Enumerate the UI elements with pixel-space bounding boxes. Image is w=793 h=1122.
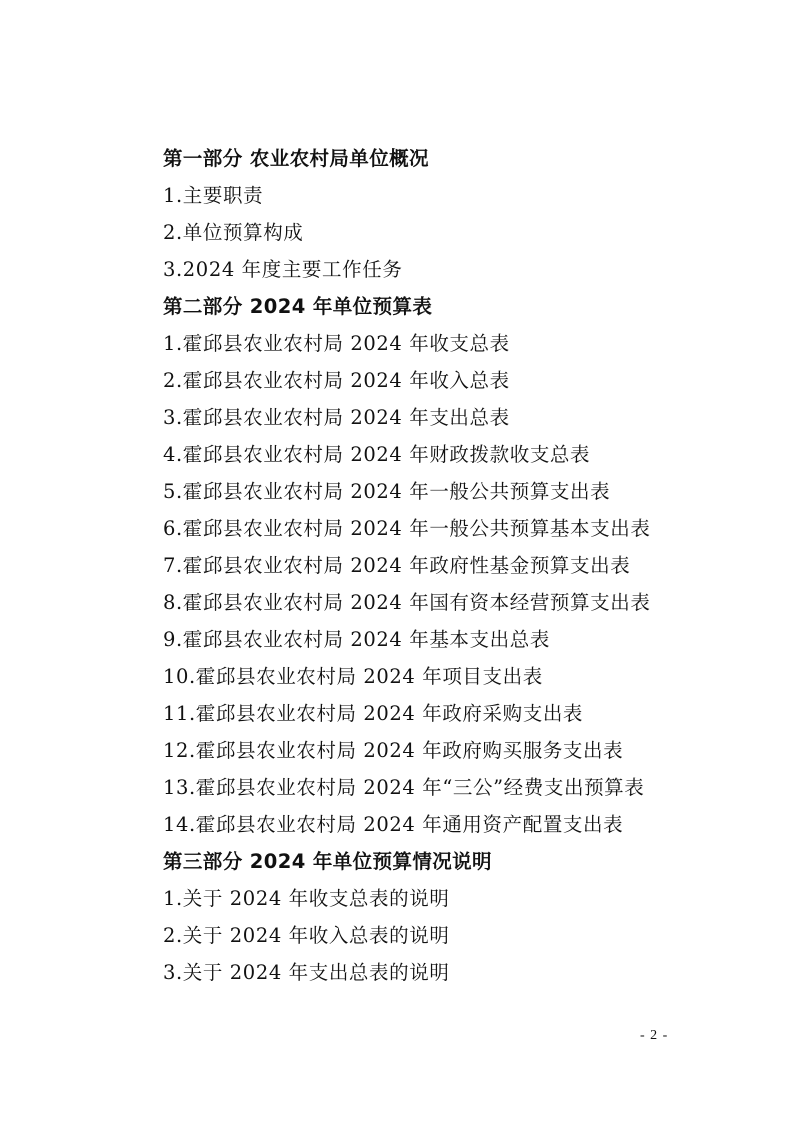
part2-item-3: 3.霍邱县农业农村局 2024 年支出总表 <box>163 406 510 429</box>
part2-item-13: 13.霍邱县农业农村局 2024 年“三公”经费支出预算表 <box>163 776 645 799</box>
part2-item-10: 10.霍邱县农业农村局 2024 年项目支出表 <box>163 665 543 688</box>
part2-item-5: 5.霍邱县农业农村局 2024 年一般公共预算支出表 <box>163 480 611 503</box>
part2-heading: 第二部分 2024 年单位预算表 <box>163 295 433 318</box>
part2-item-2: 2.霍邱县农业农村局 2024 年收入总表 <box>163 369 510 392</box>
part2-item-9: 9.霍邱县农业农村局 2024 年基本支出总表 <box>163 628 550 651</box>
part1-item-3: 3.2024 年度主要工作任务 <box>163 258 403 281</box>
part1-item-1: 1.主要职责 <box>163 184 264 207</box>
page-number: - 2 - <box>640 1028 669 1043</box>
part2-item-12: 12.霍邱县农业农村局 2024 年政府购买服务支出表 <box>163 739 624 762</box>
part2-item-6: 6.霍邱县农业农村局 2024 年一般公共预算基本支出表 <box>163 517 651 540</box>
part3-item-3: 3.关于 2024 年支出总表的说明 <box>163 961 450 984</box>
part2-item-4: 4.霍邱县农业农村局 2024 年财政拨款收支总表 <box>163 443 591 466</box>
part2-item-1: 1.霍邱县农业农村局 2024 年收支总表 <box>163 332 510 355</box>
part2-item-11: 11.霍邱县农业农村局 2024 年政府采购支出表 <box>163 702 584 725</box>
part3-heading: 第三部分 2024 年单位预算情况说明 <box>163 850 492 873</box>
part2-item-8: 8.霍邱县农业农村局 2024 年国有资本经营预算支出表 <box>163 591 651 614</box>
part1-heading: 第一部分 农业农村局单位概况 <box>163 147 429 170</box>
part3-item-1: 1.关于 2024 年收支总表的说明 <box>163 887 450 910</box>
part1-item-2: 2.单位预算构成 <box>163 221 304 244</box>
table-of-contents <box>163 140 723 991</box>
part2-item-7: 7.霍邱县农业农村局 2024 年政府性基金预算支出表 <box>163 554 631 577</box>
part2-item-14: 14.霍邱县农业农村局 2024 年通用资产配置支出表 <box>163 813 624 836</box>
part3-item-2: 2.关于 2024 年收入总表的说明 <box>163 924 450 947</box>
